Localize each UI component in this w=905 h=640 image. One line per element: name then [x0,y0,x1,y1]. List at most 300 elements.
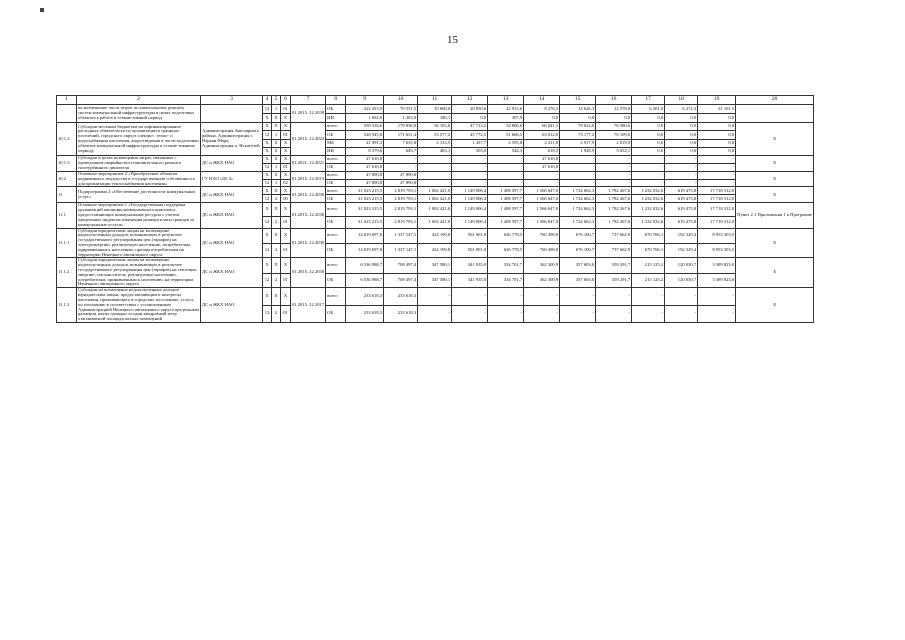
code-col-5: X [272,203,281,216]
amount-cell: 1 724 662,3 [560,216,596,228]
amount-cell: - [665,164,698,172]
amount-cell: 1 566 647,0 [524,216,560,228]
amount-cell: 51 666,5 [488,131,524,140]
amount-cell: 31 023 215,5 [346,216,384,228]
amount-cell: - [665,305,698,322]
code-col-6: X [281,172,291,180]
code-col-6: X [281,114,291,123]
amount-cell: 1 782 267,6 [596,216,632,228]
column-number: 7 [291,96,326,105]
amount-cell: 233 618,3 [384,305,418,322]
code-col-6: 02 [281,179,291,187]
amount-cell: - [418,288,452,305]
code-col-4: 12 [263,244,272,258]
table-row [57,156,814,164]
item-executor: ДС и ЖКХ НАО [201,203,263,228]
amount-cell: 179 936,9 [384,123,418,131]
amount-cell: 233 618,3 [384,288,418,305]
amount-cell: 0,0 [698,131,736,140]
item-id: 10.1.2 [57,123,77,156]
code-col-4: 12 [263,274,272,288]
amount-cell: 0,0 [665,140,698,148]
amount-cell: - [632,288,665,305]
amount-cell: 357 603,0 [560,274,596,288]
amount-cell: - [560,164,596,172]
amount-cell: - [698,156,736,164]
item-name: Субсидии юридическим лицам на возмещение недополученных доходов, возникающих в результате государственного регулирования цен (тарифов) на электроэнергию, реализуемую населению, потребителям, приравненным к населению, прочим потребителям на территории Ненецкого автономного округа [77,228,201,258]
code-col-4: 12 [263,164,272,172]
code-col-4: 12 [263,195,272,203]
amount-cell: 1 232 032,6 [632,195,665,203]
amount-cell: 45 772,5 [452,131,488,140]
amount-cell: 22 915,6 [488,105,524,114]
column-number: 15 [560,96,596,105]
amount-cell: 6 201,0 [632,105,665,114]
column-number: 17 [632,96,665,105]
amount-cell: - [596,179,632,187]
amount-cell: 760 498,8 [524,244,560,258]
table-row [57,105,814,114]
amount-cell: 1 002 421,0 [418,216,452,228]
code-col-6: 01 [281,131,291,140]
amount-cell: 1 782 267,6 [596,203,632,216]
column-number: 6 [281,96,291,105]
amount-cell: - [418,179,452,187]
amount-cell: 17 718 312,0 [698,216,736,228]
code-col-4: 12 [263,305,272,322]
code-col-5: X [272,140,281,148]
column-number: 4 [263,96,272,105]
code-col-5: 1 [272,105,281,114]
amount-cell: 17 718 312,0 [698,195,736,203]
amount-cell: 120 030,7 [665,258,698,274]
amount-cell: 708 497,4 [384,274,418,288]
funding-source: всего [326,258,346,274]
program-table [56,95,814,323]
code-col-6: X [281,148,291,156]
amount-cell: - [488,172,524,180]
amount-cell: - [596,164,632,172]
amount-cell: - [632,156,665,164]
code-col-5: 2 [272,216,281,228]
amount-cell: 47 713,2 [452,123,488,131]
amount-cell: 737 662,9 [596,228,632,244]
amount-cell: 79 551,5 [384,105,418,114]
amount-cell: 3 389 823,0 [698,274,736,288]
amount-cell: 0,0 [632,140,665,148]
period: 01.2015–12.2024 [291,123,326,156]
amount-cell: 424 109,8 [418,244,452,258]
item-executor [201,105,263,123]
amount-cell: 0,0 [665,148,698,156]
item-note: X [736,172,814,187]
item-id: 10.1.3 [57,156,77,172]
amount-cell: - [452,305,488,322]
amount-cell: 8 276,5 [524,105,560,114]
table-row [57,258,814,274]
table-row [57,172,814,180]
funding-source: ОБ [326,216,346,228]
amount-cell: 233 618,3 [346,288,384,305]
item-note: X [736,228,814,258]
column-number: 9 [346,96,384,105]
code-col-4: X [263,172,272,180]
amount-cell: 347 580,1 [418,274,452,288]
column-number: 8 [326,96,346,105]
amount-cell: 619 475,8 [665,187,698,195]
amount-cell: 222 433,9 [346,105,384,114]
amount-cell: 483,1 [418,148,452,156]
item-name: Основное мероприятие 2 «Приобретение объектов недвижимого имущества в государственную собственность для организации теплоснабжения населения» [77,172,201,187]
amount-cell: 0,0 [452,114,488,123]
code-col-5: 1 [272,131,281,140]
code-col-5: X [272,156,281,164]
amount-cell: 7 635,8 [384,140,418,148]
column-number: 5 [272,96,281,105]
amount-cell: 528 945,8 [346,131,384,140]
amount-cell: - [488,156,524,164]
amount-cell: 2 819 793,1 [384,203,418,216]
amount-cell: 0,0 [698,123,736,131]
item-name: Субсидии на возмещение недополученных доходов юридическим лицам, предоставляющим в интересах населения, проживающего в городских поселениях, услугу по отоплению в соответствии с установленным Администрацией Ненецкого автономного округа предельным размером платы граждан за один квадратный метр отапливаемой площади жилых помещений [78,287,199,322]
period: 01.2015–12.2015 [291,172,326,187]
amount-cell: - [524,179,560,187]
amount-cell: 501 001,0 [452,228,488,244]
amount-cell: - [452,179,488,187]
amount-cell: - [524,172,560,180]
code-col-6: 01 [281,105,291,114]
code-col-6: 01 [281,216,291,228]
code-col-6: X [281,140,291,148]
amount-cell: 31 023 215,5 [346,187,384,195]
amount-cell: 2 819,5 [596,140,632,148]
code-col-4: X [263,148,272,156]
funding-source: ОБ [326,131,346,140]
amount-cell: 1 692,0 [346,114,384,123]
amount-cell: 1 149 006,4 [452,216,488,228]
amount-cell: 1 149 006,4 [452,195,488,203]
amount-cell: - [452,156,488,164]
amount-cell: 1 337 147,1 [384,244,418,258]
code-col-4: X [263,140,272,148]
code-col-6: 01 [281,244,291,258]
code-col-6: X [281,258,291,274]
item-id [57,105,77,123]
page-number: 15 [447,34,458,46]
amount-cell: 359 291,7 [596,258,632,274]
code-col-4: X [263,156,272,164]
code-col-4: X [263,258,272,274]
amount-cell: - [524,288,560,305]
item-executor: ДС и ЖКХ НАО [201,258,263,288]
funding-source: МБ [326,140,346,148]
amount-cell: - [452,172,488,180]
amount-cell: - [698,179,736,187]
column-number: 16 [596,96,632,105]
column-number: 1 [57,96,77,105]
amount-cell: - [632,172,665,180]
amount-cell: 424 109,8 [418,228,452,244]
code-col-5: 2 [272,244,281,258]
funding-source: всего [326,228,346,244]
funding-source: ИИ [326,148,346,156]
amount-cell: 215 125,2 [632,274,665,288]
amount-cell: 1 002 421,0 [418,195,452,203]
amount-cell: 0,0 [698,140,736,148]
period: 01.2015–12.2030 [291,228,326,258]
amount-cell: - [698,164,736,172]
amount-cell: - [632,164,665,172]
amount-cell: - [418,164,452,172]
item-id: 11.1.2 [57,258,77,288]
amount-cell: 63 012,0 [524,131,560,140]
amount-cell: 1 928,9 [560,148,596,156]
funding-source: всего [326,172,346,180]
amount-cell: 76 580,6 [596,123,632,131]
header-row [57,96,814,105]
amount-cell: 14 819 697,8 [346,228,384,244]
amount-cell: 1 149 006,4 [452,187,488,195]
amount-cell: - [596,156,632,164]
amount-cell: 192 329,4 [665,244,698,258]
amount-cell: 649,7 [384,148,418,156]
item-id: 11.1.3 [57,288,77,323]
funding-source: ОБ [326,105,346,114]
amount-cell: 27 610,0 [524,156,560,164]
amount-cell: 670 766,1 [632,244,665,258]
code-col-4: 12 [263,216,272,228]
amount-cell: 1 408 597,7 [488,195,524,203]
table-row [57,187,814,195]
amount-cell: 1 782 267,6 [596,187,632,195]
amount-cell: 31 161,5 [698,105,736,114]
code-col-5: X [272,187,281,195]
column-number: 18 [665,96,698,105]
amount-cell: 17 718 312,0 [698,187,736,195]
code-col-4: X [263,228,272,244]
code-col-4: X [263,114,272,123]
amount-cell: 618,5 [524,148,560,156]
amount-cell: - [665,288,698,305]
code-col-5: X [272,258,281,274]
amount-cell: - [418,156,452,164]
code-col-5: 2 [272,195,281,203]
amount-cell: - [452,288,488,305]
amount-cell: 14 819 697,8 [346,244,384,258]
period: 01.2015–12.2030 [291,105,326,123]
amount-cell: 1 408 597,7 [488,187,524,195]
amount-cell: 6 272,3 [665,105,698,114]
item-name: на возмещение части затрат по капитальному ремонту систем коммунальной инфраструктуры в целях подготовки объектов к работе в осенне-зимний период [77,105,201,123]
column-number: 14 [524,96,560,105]
amount-cell: - [560,288,596,305]
amount-cell: 54 806,6 [488,123,524,131]
amount-cell: 501 001,0 [452,244,488,258]
amount-cell: 2 819 793,1 [384,195,418,203]
code-col-6: 01 [281,305,291,322]
amount-cell: - [632,179,665,187]
amount-cell: 1 203,9 [384,114,418,123]
amount-cell: - [384,164,418,172]
column-number: 20 [736,96,814,105]
item-name: Субсидии местным бюджетам на софинансирование расходных обязательств по организации в границах поселений, городского округа электро-, тепло- и водоснабжения населения, водоотведения в части подготовки объектов коммунальной инфраструктуры к осенне-зимнему периоду [77,123,201,156]
amount-cell: 53 577,2 [418,131,452,140]
amount-cell: 180,1 [418,114,452,123]
amount-cell: 1 437,7 [452,140,488,148]
item-executor: ДС и ЖКХ НАО [201,228,263,258]
code-col-4: 12 [263,179,272,187]
amount-cell: 347 580,1 [418,258,452,274]
funding-source: ОБ [326,164,346,172]
amount-cell: 334 701,7 [488,274,524,288]
amount-cell: - [384,156,418,164]
amount-cell: 0,0 [632,148,665,156]
funding-source: ОБ [326,195,346,203]
amount-cell: 0,0 [560,114,596,123]
code-col-5: X [272,172,281,180]
amount-cell: 619 475,8 [665,216,698,228]
amount-cell: 56 193,8 [418,123,452,131]
item-note: X [736,123,814,156]
period: 01.2015–12.2017 [291,288,326,323]
amount-cell: 1 408 597,7 [488,203,524,216]
amount-cell: 78 024,0 [560,123,596,131]
item-name: Основное мероприятие 1 «Государственная поддержка организаций жилищно-коммунального комплекса предоставляющих коммунальные ресурсы с учетом предельных индексов изменения размера платы граждан за коммунальные услуги» [77,203,201,228]
amount-cell: 1 232 032,6 [632,216,665,228]
amount-cell: 619 475,8 [665,195,698,203]
amount-cell: 73 177,2 [560,131,596,140]
amount-cell: 192 329,4 [665,228,698,244]
funding-source: всего [326,288,346,305]
amount-cell: 503,0 [452,148,488,156]
amount-cell: 334 701,7 [488,258,524,274]
amount-cell: 1 566 647,0 [524,203,560,216]
amount-cell: 8 379,6 [346,148,384,156]
code-col-5: 2 [272,274,281,288]
code-col-6: X [281,187,291,195]
item-name: Субсидии в целях возмещения затрат, связанных с проведением аварийно-восстановительного ремонта газотурбинного двигателя [77,156,201,172]
funding-source: ОБ [326,305,346,322]
column-number: 13 [488,96,524,105]
amount-cell: 0,0 [665,123,698,131]
funding-source: всего [326,203,346,216]
amount-cell: - [560,305,596,322]
amount-cell: - [632,305,665,322]
amount-cell: 737 662,9 [596,244,632,258]
column-number: 19 [698,96,736,105]
funding-source: всего [326,187,346,195]
amount-cell: 21 991,3 [346,140,384,148]
amount-cell: 1 566 647,0 [524,195,560,203]
amount-cell: 47 890,8 [384,179,418,187]
amount-cell: 626 778,5 [488,244,524,258]
amount-cell: 6 536 988,7 [346,274,384,288]
amount-cell: - [418,172,452,180]
item-note: X [736,156,814,172]
amount-cell: 0,0 [632,123,665,131]
code-col-5: 2 [272,305,281,322]
amount-cell: 1 566 647,0 [524,187,560,195]
amount-cell: - [488,305,524,322]
amount-cell: 1 337 147,1 [384,228,418,244]
amount-cell: - [488,179,524,187]
amount-cell: 66 041,5 [524,123,560,131]
amount-cell: 626 778,5 [488,228,524,244]
code-col-4: 12 [263,131,272,140]
code-col-6: X [281,228,291,244]
code-col-4: X [263,288,272,305]
item-id: 10.2 [57,172,77,187]
amount-cell: 14 626,3 [560,105,596,114]
amount-cell: - [488,164,524,172]
code-col-5: 1 [272,164,281,172]
column-number: 2 [77,96,201,105]
amount-cell: 307,9 [488,114,524,123]
amount-cell: 8 953 303,5 [698,244,736,258]
amount-cell: 0,0 [632,131,665,140]
amount-cell: 362 300,9 [524,258,560,274]
amount-cell: 619 475,8 [665,203,698,216]
amount-cell: - [452,164,488,172]
amount-cell: 544,3 [488,148,524,156]
amount-cell: 1 002 421,0 [418,187,452,195]
amount-cell: - [596,288,632,305]
item-executor: Администрация Заполярного района, Администрация г. Нарьян-Мара, Администрация п. Искателей [201,123,263,156]
code-col-6: X [281,288,291,305]
amount-cell: 47 890,8 [346,172,384,180]
item-executor: ДС и ЖКХ НАО [201,156,263,172]
code-col-6: X [281,203,291,216]
period: 01.2021–12.2021 [291,156,326,172]
amount-cell: 120 030,7 [665,274,698,288]
amount-cell: 2 411,0 [524,140,560,148]
amount-cell: 8 953 303,5 [698,228,736,244]
column-number: 11 [418,96,452,105]
amount-cell: 47 890,8 [384,172,418,180]
amount-cell: - [698,288,736,305]
code-col-5: X [272,288,281,305]
amount-cell: - [596,172,632,180]
item-note: X [736,187,814,203]
amount-cell: - [524,305,560,322]
amount-cell: 0,0 [596,114,632,123]
amount-cell: - [665,179,698,187]
amount-cell: 233 618,3 [346,305,384,322]
amount-cell: 27 610,0 [346,164,384,172]
amount-cell: 0,0 [665,131,698,140]
amount-cell: 27 610,0 [524,164,560,172]
amount-cell: 670 766,1 [632,228,665,244]
amount-cell: - [418,305,452,322]
item-id: 11.1.1 [57,228,77,258]
amount-cell: 1 724 662,3 [560,203,596,216]
code-col-5: 1 [272,179,281,187]
amount-cell: 357 603,0 [560,258,596,274]
amount-cell: 708 497,4 [384,258,418,274]
amount-cell: 10 000,0 [418,105,452,114]
amount-cell: 3 389 823,0 [698,258,736,274]
amount-cell: 362 300,9 [524,274,560,288]
amount-cell: 2 133,5 [418,140,452,148]
amount-cell: 2 819 793,1 [384,216,418,228]
funding-source: ИИ [326,114,346,123]
amount-cell: 1 724 662,3 [560,187,596,195]
amount-cell: - [665,156,698,164]
amount-cell: - [560,179,596,187]
amount-cell: - [698,172,736,180]
amount-cell: 6 536 988,7 [346,258,384,274]
amount-cell: 27 610,0 [346,156,384,164]
